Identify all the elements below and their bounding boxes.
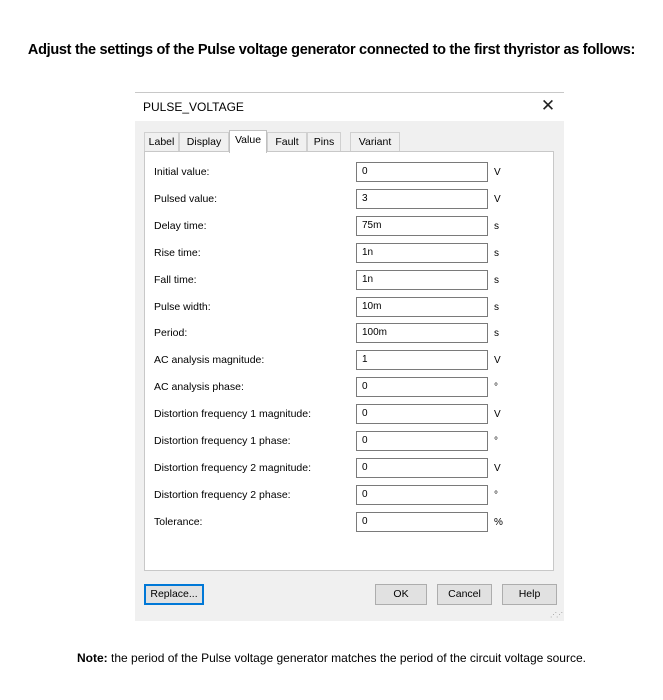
field-row	[145, 323, 555, 345]
field-unit: s	[494, 274, 499, 286]
cancel-button[interactable]: Cancel	[437, 584, 492, 605]
field-unit: °	[494, 382, 498, 394]
field-row	[145, 216, 555, 238]
field-label: Delay time:	[154, 219, 207, 232]
tab-value[interactable]: Value	[229, 130, 267, 153]
field-label: Fall time:	[154, 273, 197, 286]
field-input[interactable]: 0	[356, 404, 488, 424]
field-label: Pulse width:	[154, 300, 211, 313]
field-label: AC analysis phase:	[154, 381, 244, 394]
close-icon[interactable]: ✕	[540, 96, 556, 115]
field-row	[145, 377, 555, 399]
tab-fault[interactable]: Fault	[267, 132, 307, 151]
field-row	[145, 512, 555, 534]
field-row	[145, 162, 555, 184]
field-row	[145, 485, 555, 507]
ok-button[interactable]: OK	[375, 584, 427, 605]
field-row	[145, 243, 555, 265]
field-input[interactable]: 10m	[356, 297, 488, 317]
field-unit: °	[494, 489, 498, 501]
field-input[interactable]: 3	[356, 189, 488, 209]
field-input[interactable]: 0	[356, 162, 488, 182]
field-input[interactable]: 75m	[356, 216, 488, 236]
field-row	[145, 297, 555, 319]
field-unit: V	[494, 409, 501, 421]
field-unit: s	[494, 247, 499, 259]
note-text	[0, 651, 663, 665]
field-unit: s	[494, 328, 499, 340]
field-input[interactable]: 1n	[356, 270, 488, 290]
field-unit: V	[494, 193, 501, 205]
tab-display[interactable]: Display	[179, 132, 229, 151]
resize-grip-icon[interactable]: ⋰⋰	[550, 612, 562, 619]
tab-variant[interactable]: Variant	[350, 132, 400, 151]
instruction-heading: Adjust the settings of the Pulse voltage generator connected to the first thyristor as follows:	[27, 42, 636, 58]
field-label: Distortion frequency 1 magnitude:	[154, 408, 312, 421]
field-unit: °	[494, 436, 498, 447]
field-input[interactable]: 1	[356, 350, 488, 370]
field-input[interactable]: 0	[356, 377, 488, 397]
field-row	[145, 458, 555, 480]
field-unit: V	[494, 462, 501, 474]
tab-pins[interactable]: Pins	[307, 132, 341, 151]
dialog-body	[135, 121, 564, 621]
tab-label[interactable]: Label	[144, 132, 179, 151]
field-label: Distortion frequency 1 phase:	[154, 435, 291, 447]
field-label: Distortion frequency 2 phase:	[154, 488, 291, 501]
dialog-title: PULSE_VOLTAGE	[143, 100, 244, 114]
field-label: AC analysis magnitude:	[154, 354, 265, 367]
field-row	[145, 270, 555, 292]
field-input[interactable]: 0	[356, 431, 488, 451]
field-label: Period:	[154, 327, 188, 340]
field-unit: V	[494, 167, 501, 178]
pulse-voltage-dialog	[135, 92, 564, 621]
field-row	[145, 350, 555, 372]
field-label: Rise time:	[154, 246, 201, 259]
help-button[interactable]: Help	[502, 584, 557, 605]
field-unit: s	[494, 220, 499, 232]
field-unit: %	[494, 516, 503, 528]
field-unit: V	[494, 355, 501, 367]
field-input[interactable]: 0	[356, 458, 488, 478]
value-tab-panel	[144, 151, 554, 571]
field-input[interactable]: 100m	[356, 323, 488, 343]
field-unit: s	[494, 301, 499, 313]
replace-button[interactable]: Replace...	[144, 584, 204, 605]
field-row	[145, 404, 555, 426]
field-label: Pulsed value:	[154, 192, 218, 205]
field-input[interactable]: 0	[356, 485, 488, 505]
field-label: Distortion frequency 2 magnitude:	[154, 461, 312, 474]
dialog-button-row	[135, 584, 564, 606]
field-row	[145, 189, 555, 211]
note-label: Note:	[77, 651, 108, 665]
field-input[interactable]: 1n	[356, 243, 488, 263]
field-label: Tolerance:	[154, 515, 203, 528]
dialog-titlebar	[135, 93, 564, 121]
field-row	[145, 431, 555, 453]
field-input[interactable]: 0	[356, 512, 488, 532]
field-label: Initial value:	[154, 166, 210, 178]
note-body: the period of the Pulse voltage generator matches the period of the circuit voltage source.	[107, 651, 586, 665]
